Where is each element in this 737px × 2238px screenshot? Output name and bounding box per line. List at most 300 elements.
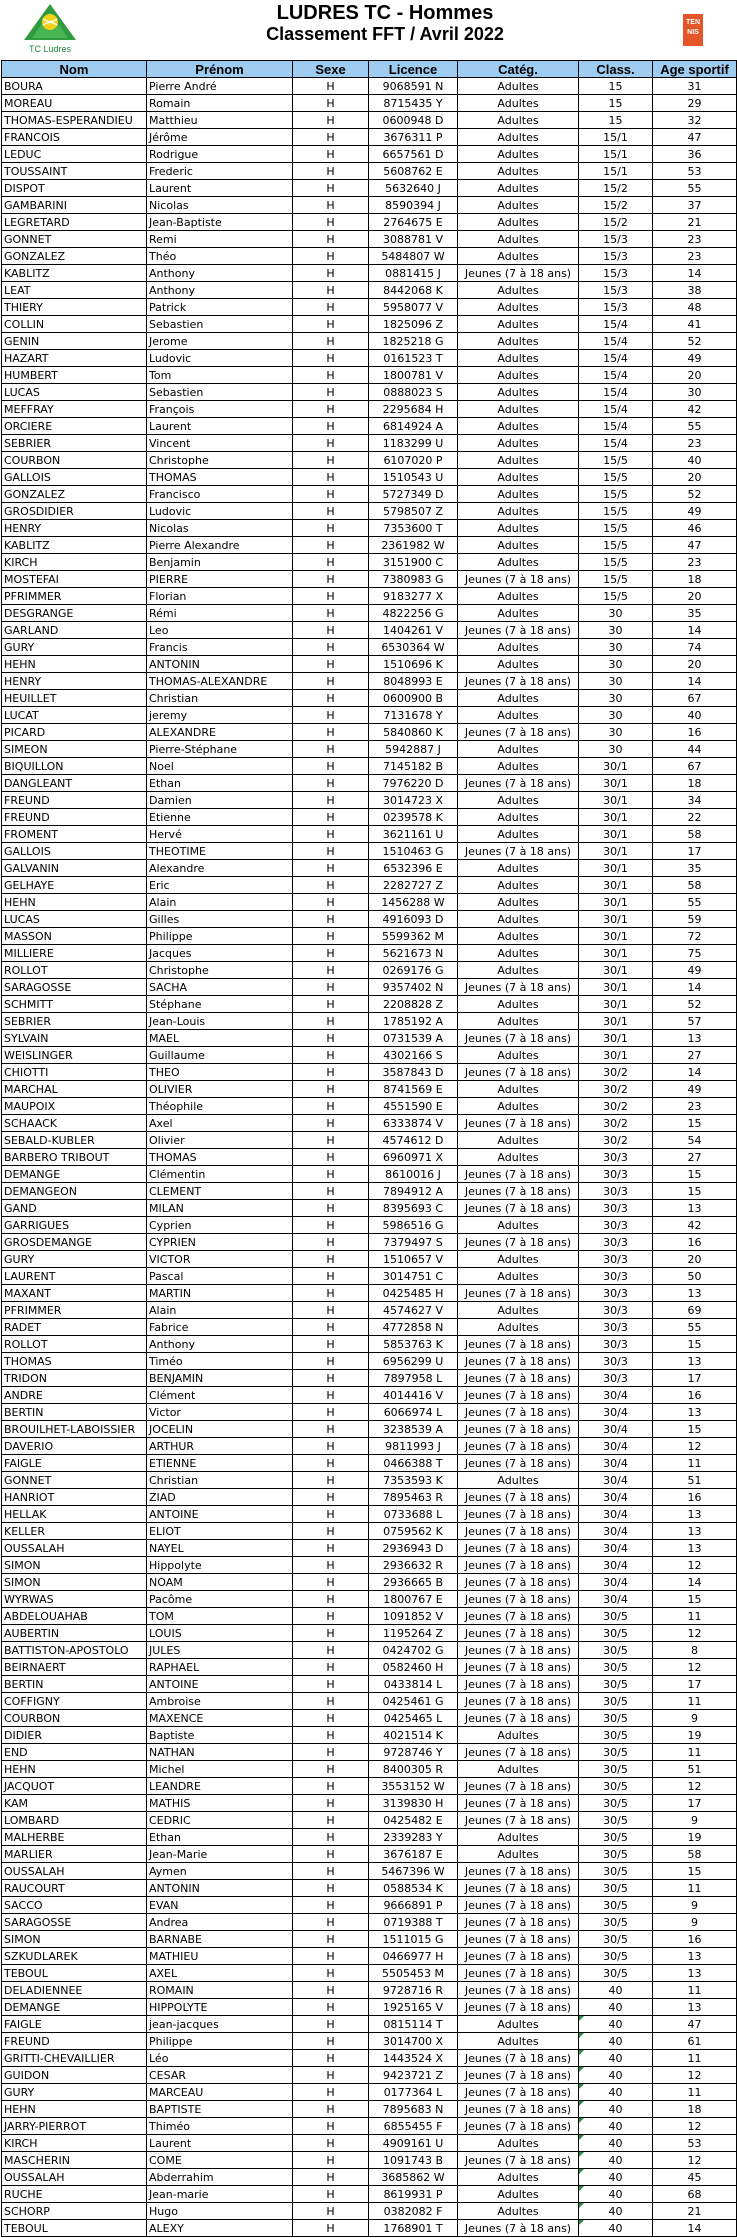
cell-categorie: Adultes [458,282,579,299]
table-row [2,1115,737,1132]
cell-categorie: Adultes [458,690,579,707]
table-row [2,146,737,163]
cell-licence: 1925165 V [369,1999,458,2016]
cell-categorie: Adultes [458,1217,579,1234]
cell-licence: 3238539 A [369,1421,458,1438]
cell-age: 12 [653,2118,737,2135]
cell-nom: BERTIN [2,1404,147,1421]
cell-age: 17 [653,1370,737,1387]
cell-categorie: Jeunes (7 à 18 ans) [458,1693,579,1710]
cell-age: 36 [653,146,737,163]
cell-classement: 30/2 [579,1064,653,1081]
cell-classement: 15/5 [579,452,653,469]
column-header-licence[interactable]: Licence [369,61,458,78]
cell-categorie: Adultes [458,520,579,537]
table-row [2,1149,737,1166]
cell-prenom: ANTONIN [147,1880,293,1897]
cell-sexe: H [293,1013,369,1030]
cell-nom: LUCAS [2,911,147,928]
cell-nom: ROLLOT [2,1336,147,1353]
cell-age: 51 [653,1472,737,1489]
cell-sexe: H [293,1931,369,1948]
table-row [2,180,737,197]
cell-classement: 40 [579,2186,653,2203]
cell-licence: 5986516 G [369,1217,458,1234]
table-row [2,197,737,214]
cell-sexe: H [293,1506,369,1523]
column-header-categorie[interactable]: Catég. [458,61,579,78]
cell-sexe: H [293,1591,369,1608]
table-row [2,588,737,605]
cell-categorie: Adultes [458,605,579,622]
cell-sexe: H [293,367,369,384]
cell-nom: MALHERBE [2,1829,147,1846]
cell-categorie: Adultes [458,299,579,316]
cell-licence: 0425465 L [369,1710,458,1727]
cell-nom: MAXANT [2,1285,147,1302]
column-header-age[interactable]: Age sportif [653,61,737,78]
cell-classement: 40 [579,2084,653,2101]
cell-nom: SYLVAIN [2,1030,147,1047]
cell-nom: MOREAU [2,95,147,112]
cell-nom: SARAGOSSE [2,1914,147,1931]
table-row [2,1863,737,1880]
cell-age: 12 [653,1778,737,1795]
cell-sexe: H [293,2169,369,2186]
cell-age: 49 [653,962,737,979]
cell-licence: 4772858 N [369,1319,458,1336]
cell-prenom: Sebastien [147,384,293,401]
cell-prenom: Stéphane [147,996,293,1013]
cell-classement: 30/4 [579,1438,653,1455]
cell-licence: 0600900 B [369,690,458,707]
cell-licence: 5608762 E [369,163,458,180]
table-row [2,1047,737,1064]
cell-nom: WEISLINGER [2,1047,147,1064]
cell-sexe: H [293,95,369,112]
cell-age: 20 [653,367,737,384]
cell-prenom: Christophe [147,962,293,979]
cell-sexe: H [293,1863,369,1880]
table-row [2,843,737,860]
cell-categorie: Adultes [458,1047,579,1064]
cell-sexe: H [293,1999,369,2016]
cell-sexe: H [293,452,369,469]
cell-sexe: H [293,1404,369,1421]
cell-categorie: Adultes [458,214,579,231]
cell-nom: GENIN [2,333,147,350]
cell-prenom: SACHA [147,979,293,996]
table-row [2,2084,737,2101]
cell-categorie: Adultes [458,758,579,775]
cell-prenom: Fabrice [147,1319,293,1336]
cell-licence: 0425485 H [369,1285,458,1302]
cell-age: 35 [653,860,737,877]
table-row [2,1030,737,1047]
cell-prenom: Noel [147,758,293,775]
cell-classement: 15/1 [579,129,653,146]
cell-prenom: Pascal [147,1268,293,1285]
cell-prenom: Pierre-Stéphane [147,741,293,758]
cell-categorie: Adultes [458,78,579,95]
table-row [2,112,737,129]
cell-age: 12 [653,1625,737,1642]
cell-sexe: H [293,1319,369,1336]
cell-age: 14 [653,1064,737,1081]
cell-licence: 9728716 R [369,1982,458,1999]
cell-licence: 5467396 W [369,1863,458,1880]
cell-licence: 7353593 K [369,1472,458,1489]
cell-nom: COURBON [2,452,147,469]
cell-categorie: Jeunes (7 à 18 ans) [458,1948,579,1965]
cell-classement: 15/2 [579,214,653,231]
cell-licence: 1800767 E [369,1591,458,1608]
cell-nom: GALLOIS [2,843,147,860]
cell-licence: 8741569 E [369,1081,458,1098]
cell-sexe: H [293,214,369,231]
cell-classement: 30/3 [579,1183,653,1200]
cell-age: 52 [653,333,737,350]
cell-nom: THOMAS-ESPERANDIEU [2,112,147,129]
cell-licence: 0425482 E [369,1812,458,1829]
cell-prenom: AXEL [147,1965,293,1982]
cell-sexe: H [293,1268,369,1285]
cell-prenom: Anthony [147,1336,293,1353]
cell-categorie: Jeunes (7 à 18 ans) [458,2050,579,2067]
cell-classement: 30/4 [579,1540,653,1557]
cell-licence: 4916093 D [369,911,458,928]
cell-categorie: Jeunes (7 à 18 ans) [458,2084,579,2101]
cell-categorie: Adultes [458,826,579,843]
cell-licence: 8619931 P [369,2186,458,2203]
cell-nom: SIMON [2,1557,147,1574]
cell-nom: FREUND [2,792,147,809]
cell-nom: GURY [2,639,147,656]
cell-sexe: H [293,1625,369,1642]
table-row [2,1166,737,1183]
cell-nom: FRANCOIS [2,129,147,146]
cell-sexe: H [293,1370,369,1387]
cell-sexe: H [293,197,369,214]
cell-licence: 3553152 W [369,1778,458,1795]
cell-age: 38 [653,282,737,299]
cell-age: 23 [653,554,737,571]
cell-classement: 30/5 [579,1846,653,1863]
cell-sexe: H [293,707,369,724]
table-row [2,979,737,996]
cell-prenom: Francis [147,639,293,656]
cell-licence: 9423721 Z [369,2067,458,2084]
cell-prenom: Hugo [147,2203,293,2220]
cell-nom: KIRCH [2,554,147,571]
cell-licence: 2764675 E [369,214,458,231]
club-logo [14,2,86,58]
cell-age: 69 [653,1302,737,1319]
cell-sexe: H [293,1251,369,1268]
cell-classement: 30/1 [579,911,653,928]
cell-sexe: H [293,962,369,979]
cell-classement: 15/4 [579,333,653,350]
cell-age: 20 [653,469,737,486]
cell-age: 21 [653,214,737,231]
cell-categorie: Adultes [458,537,579,554]
cell-age: 59 [653,911,737,928]
cell-licence: 2936632 R [369,1557,458,1574]
cell-prenom: Ambroise [147,1693,293,1710]
cell-classement: 15/5 [579,571,653,588]
cell-prenom: ALEXANDRE [147,724,293,741]
cell-licence: 3676187 E [369,1846,458,1863]
cell-classement: 30/1 [579,1047,653,1064]
cell-licence: 4574612 D [369,1132,458,1149]
cell-classement: 15/1 [579,146,653,163]
cell-sexe: H [293,775,369,792]
cell-classement: 30/2 [579,1098,653,1115]
cell-sexe: H [293,2118,369,2135]
cell-nom: DEMANGE [2,1166,147,1183]
cell-categorie: Jeunes (7 à 18 ans) [458,1982,579,1999]
cell-licence: 6855455 F [369,2118,458,2135]
cell-sexe: H [293,1914,369,1931]
cell-classement: 30/3 [579,1353,653,1370]
cell-sexe: H [293,112,369,129]
cell-categorie: Adultes [458,707,579,724]
cell-licence: 6814924 A [369,418,458,435]
table-row [2,571,737,588]
cell-prenom: Léo [147,2050,293,2067]
cell-sexe: H [293,2220,369,2237]
table-row [2,469,737,486]
table-row [2,1710,737,1727]
cell-classement: 15/3 [579,299,653,316]
cell-prenom: Vincent [147,435,293,452]
cell-nom: SEBRIER [2,435,147,452]
cell-licence: 3014700 X [369,2033,458,2050]
cell-nom: SZKUDLAREK [2,1948,147,1965]
cell-prenom: ARTHUR [147,1438,293,1455]
cell-age: 49 [653,350,737,367]
table-row [2,707,737,724]
cell-classement: 30/5 [579,1914,653,1931]
cell-age: 68 [653,2186,737,2203]
column-header-classement[interactable]: Class. [579,61,653,78]
cell-prenom: MAXENCE [147,1710,293,1727]
cell-licence: 1404261 V [369,622,458,639]
cell-nom: COURBON [2,1710,147,1727]
cell-categorie: Adultes [458,877,579,894]
cell-classement: 15/1 [579,163,653,180]
cell-sexe: H [293,418,369,435]
cell-age: 58 [653,877,737,894]
table-row [2,911,737,928]
cell-licence: 1511015 G [369,1931,458,1948]
cell-classement: 30/1 [579,928,653,945]
cell-sexe: H [293,163,369,180]
cell-categorie: Adultes [458,129,579,146]
table-row [2,78,737,95]
page-header [0,0,737,60]
column-header-nom[interactable]: Nom [2,61,147,78]
cell-categorie: Adultes [458,112,579,129]
cell-nom: SEBALD-KUBLER [2,1132,147,1149]
cell-nom: ORCIERE [2,418,147,435]
cell-prenom: ELIOT [147,1523,293,1540]
table-row [2,1965,737,1982]
cell-categorie: Jeunes (7 à 18 ans) [458,1557,579,1574]
cell-nom: LUCAT [2,707,147,724]
table-row [2,1319,737,1336]
cell-categorie: Adultes [458,1268,579,1285]
cell-prenom: Sebastien [147,316,293,333]
cell-sexe: H [293,2067,369,2084]
cell-licence: 0425461 G [369,1693,458,1710]
cell-prenom: Abderrahim [147,2169,293,2186]
table-row [2,1506,737,1523]
table-row [2,996,737,1013]
cell-categorie: Adultes [458,860,579,877]
cell-age: 67 [653,758,737,775]
table-row [2,554,737,571]
table-row [2,1557,737,1574]
cell-prenom: Hervé [147,826,293,843]
cell-age: 55 [653,894,737,911]
cell-age: 27 [653,1149,737,1166]
table-row [2,367,737,384]
cell-categorie: Jeunes (7 à 18 ans) [458,1285,579,1302]
cell-classement: 30/5 [579,1863,653,1880]
table-row [2,2135,737,2152]
cell-categorie: Adultes [458,1727,579,1744]
cell-sexe: H [293,588,369,605]
cell-prenom: jeremy [147,707,293,724]
cell-age: 11 [653,1608,737,1625]
cell-age: 11 [653,1744,737,1761]
cell-age: 55 [653,180,737,197]
cell-sexe: H [293,554,369,571]
cell-age: 41 [653,316,737,333]
cell-age: 16 [653,1931,737,1948]
cell-nom: ANDRE [2,1387,147,1404]
cell-categorie: Adultes [458,911,579,928]
cell-categorie: Adultes [458,418,579,435]
cell-classement: 30/5 [579,1778,653,1795]
cell-categorie: Jeunes (7 à 18 ans) [458,1064,579,1081]
cell-sexe: H [293,1047,369,1064]
cell-nom: LEAT [2,282,147,299]
cell-prenom: NOAM [147,1574,293,1591]
table-row [2,1285,737,1302]
cell-sexe: H [293,2084,369,2101]
cell-age: 13 [653,1540,737,1557]
cell-categorie: Adultes [458,656,579,673]
cell-sexe: H [293,1438,369,1455]
cell-age: 29 [653,95,737,112]
table-row [2,1455,737,1472]
cell-prenom: Etienne [147,809,293,826]
cell-age: 35 [653,605,737,622]
cell-licence: 9666891 P [369,1897,458,1914]
cell-licence: 0424702 G [369,1642,458,1659]
cell-age: 15 [653,1183,737,1200]
cell-categorie: Jeunes (7 à 18 ans) [458,1931,579,1948]
table-row [2,520,737,537]
cell-sexe: H [293,520,369,537]
cell-prenom: BENJAMIN [147,1370,293,1387]
cell-sexe: H [293,1659,369,1676]
cell-sexe: H [293,333,369,350]
column-header-sexe[interactable]: Sexe [293,61,369,78]
cell-sexe: H [293,1965,369,1982]
cell-age: 23 [653,248,737,265]
cell-nom: HAZART [2,350,147,367]
cell-licence: 8590394 J [369,197,458,214]
cell-classement: 30/4 [579,1489,653,1506]
cell-age: 57 [653,1013,737,1030]
cell-categorie: Adultes [458,401,579,418]
cell-categorie: Adultes [458,639,579,656]
cell-nom: OUSSALAH [2,1540,147,1557]
cell-age: 18 [653,571,737,588]
cell-sexe: H [293,129,369,146]
cell-classement: 15/4 [579,384,653,401]
cell-classement: 30/1 [579,1013,653,1030]
table-row [2,384,737,401]
cell-prenom: Jérôme [147,129,293,146]
cell-licence: 8048993 E [369,673,458,690]
cell-nom: GARRIGUES [2,1217,147,1234]
cell-sexe: H [293,826,369,843]
cell-prenom: Christian [147,1472,293,1489]
cell-categorie: Adultes [458,435,579,452]
cell-categorie: Jeunes (7 à 18 ans) [458,1880,579,1897]
cell-prenom: Rodrigue [147,146,293,163]
table-row [2,2152,737,2169]
cell-prenom: Jean-Baptiste [147,214,293,231]
cell-nom: DAVERIO [2,1438,147,1455]
table-row [2,945,737,962]
table-row [2,1404,737,1421]
cell-licence: 7895463 R [369,1489,458,1506]
cell-classement: 30/5 [579,1880,653,1897]
cell-licence: 7131678 Y [369,707,458,724]
cell-prenom: Jacques [147,945,293,962]
cell-age: 20 [653,588,737,605]
cell-prenom: Patrick [147,299,293,316]
table-row [2,1625,737,1642]
cell-licence: 5853763 K [369,1336,458,1353]
cell-prenom: THOMAS [147,1149,293,1166]
cell-classement: 40 [579,1982,653,1999]
cell-categorie: Jeunes (7 à 18 ans) [458,622,579,639]
cell-prenom: Pierre Alexandre [147,537,293,554]
cell-licence: 1456288 W [369,894,458,911]
cell-age: 55 [653,418,737,435]
table-row [2,1489,737,1506]
cell-licence: 3685862 W [369,2169,458,2186]
cell-nom: GURY [2,1251,147,1268]
column-header-prenom[interactable]: Prénom [147,61,293,78]
cell-age: 15 [653,1166,737,1183]
cell-age: 15 [653,1421,737,1438]
cell-age: 9 [653,1710,737,1727]
cell-categorie: Jeunes (7 à 18 ans) [458,1540,579,1557]
cell-categorie: Jeunes (7 à 18 ans) [458,1625,579,1642]
cell-categorie: Adultes [458,2169,579,2186]
table-row [2,928,737,945]
cell-licence: 0239578 K [369,809,458,826]
table-row [2,503,737,520]
cell-classement: 15/3 [579,282,653,299]
